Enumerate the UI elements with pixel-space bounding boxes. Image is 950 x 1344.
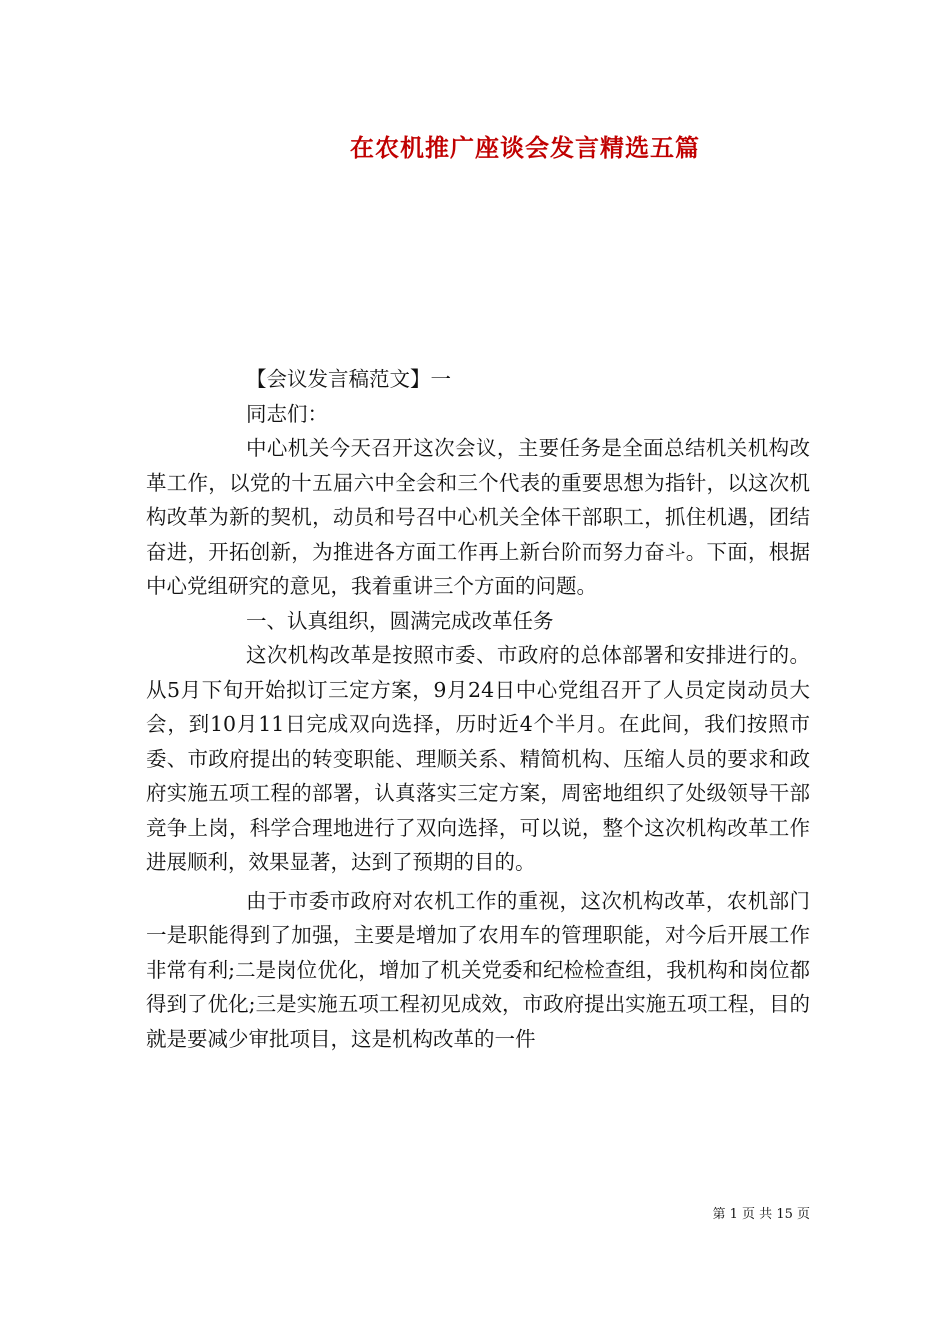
salutation: 同志们： (246, 401, 328, 426)
section-heading: 【会议发言稿范文】一 (246, 367, 451, 391)
page-number: 第 1 页 共 15 页 (712, 1207, 810, 1222)
paragraph-reform-results: 由于市委市政府对农机工作的重视，这次机构改革，农机部门一是职能得到了加强，主要是增加了农用车的管理职能，对今后开展工作非常有利;二是岗位优化，增加了机关党委和纪检检查组，我机构和岗位都得到了优化;三是实施五项工程初见成效，市政府提出实施五项工程，目的就是要减少审批项目，这是机构改革的一件 (146, 888, 810, 1051)
document-title: 在农机推广座谈会发言精选五篇 (350, 133, 700, 162)
paragraph-reform-progress: 这次机构改革是按照市委、市政府的总体部署和安排进行的。从5月下旬开始拟订三定方案，9月24日中心党组召开了人员定岗动员大会，到10月11日完成双向选择，历时近4个半月。在此间，我们按照市委、市政府提出的转变职能、理顺关系、精简机构、压缩人员的要求和政府实施五项工程的部署，认真落实三定方案，周密地组织了处级领导干部竞争上岗，科学合理地进行了双向选择，可以说，整个这次机构改革工作进展顺利，效果显著，达到了预期的目的。 (146, 643, 810, 874)
paragraph-subheading: 一、认真组织，圆满完成改革任务 (246, 608, 554, 633)
paragraph-intro: 中心机关今天召开这次会议，主要任务是全面总结机关机构改革工作，以党的十五届六中全会和三个代表的重要思想为指针，以这次机构改革为新的契机，动员和号召中心机关全体干部职工，抓住机遇，团结奋进，开拓创新，为推进各方面工作再上新台阶而努力奋斗。下面，根据中心党组研究的意见，我着重讲三个方面的问题。 (146, 436, 810, 598)
document-body (146, 362, 810, 1056)
